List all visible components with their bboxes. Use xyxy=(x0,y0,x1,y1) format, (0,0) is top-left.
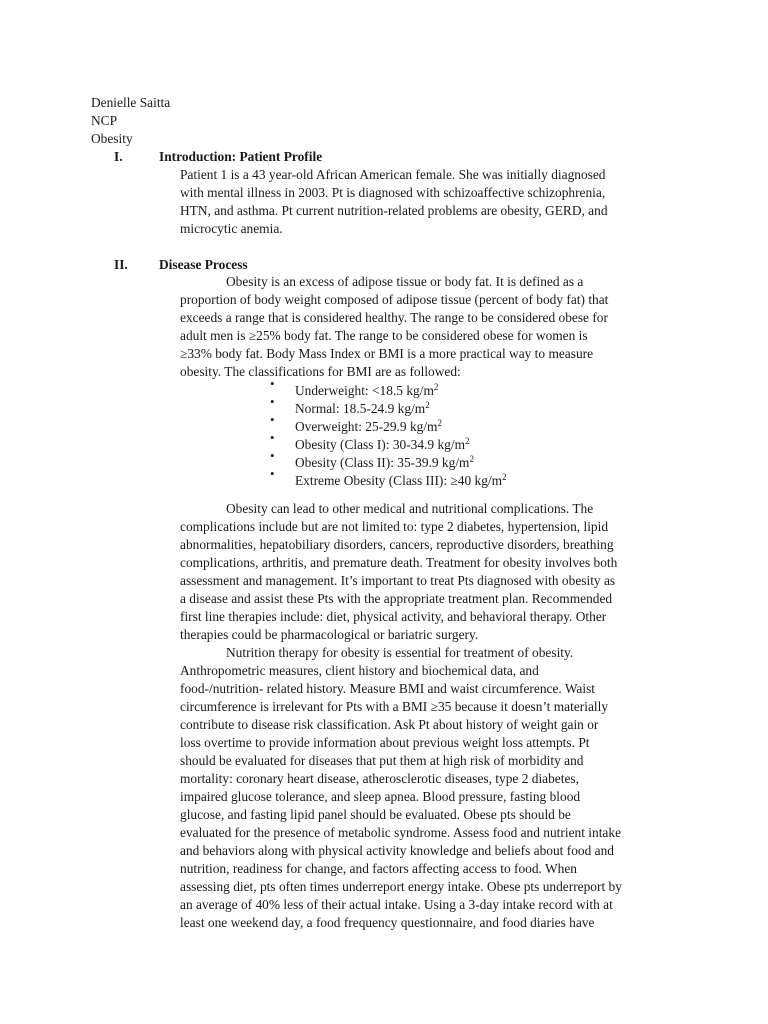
bmi-unit: kg/m xyxy=(409,419,438,434)
text-line: glucose, and fasting lipid panel should be evaluated. Obese pts should be xyxy=(180,807,571,822)
bmi-unit-exponent: 2 xyxy=(502,472,507,482)
section-1-title: Introduction: Patient Profile xyxy=(159,149,323,164)
bmi-unit-exponent: 2 xyxy=(425,400,430,410)
text-line: loss overtime to provide information about previous weight loss attempts. Pt xyxy=(180,735,590,750)
author-name: Denielle Saitta xyxy=(91,95,171,110)
text-line: Patient 1 is a 43 year-old African American female. She was initially diagnosed xyxy=(180,167,606,182)
paragraph-1 xyxy=(180,273,650,381)
bmi-class-label: Normal: 18.5-24.9 xyxy=(295,401,395,416)
bmi-unit-exponent: 2 xyxy=(433,382,439,392)
bmi-unit: kg/m xyxy=(437,437,465,452)
text-line: evaluated for the presence of metabolic syndrome. Assess food and nutrient intake xyxy=(180,825,622,840)
paragraph-3 xyxy=(180,644,650,932)
bullet-icon: • xyxy=(270,412,275,427)
course-code: NCP xyxy=(91,113,118,128)
text-line: circumference is irrelevant for Pts with a BMI ≥35 because it doesn’t materially xyxy=(180,699,609,714)
bmi-unit-exponent: 2 xyxy=(469,454,474,464)
text-line: HTN, and asthma. Pt current nutrition-related problems are obesity, GERD, and xyxy=(180,203,608,218)
section-1-body xyxy=(180,166,650,238)
text-line: ≥33% body fat. Body Mass Index or BMI is a more practical way to measure xyxy=(180,346,594,361)
bullet-icon: • xyxy=(270,448,275,463)
text-line: microcytic anemia. xyxy=(180,221,283,236)
text-line: Nutrition therapy for obesity is essential for treatment of obesity. xyxy=(226,645,574,660)
bullet-icon: • xyxy=(270,466,275,481)
bmi-unit-exponent: 2 xyxy=(465,436,470,446)
text-line: a disease and assist these Pts with the appropriate treatment plan. Recommended xyxy=(180,591,613,606)
text-line: food-/nutrition- related history. Measure BMI and waist circumference. Waist xyxy=(180,681,596,696)
bmi-unit: kg/m xyxy=(397,401,426,416)
bmi-class-label: Extreme Obesity (Class III): ≥40 xyxy=(295,473,472,488)
text-line: should be evaluated for diseases that put them at high risk of morbidity and xyxy=(180,753,584,768)
text-line: nutrition, readiness for change, and factors affecting access to food. When xyxy=(180,861,577,876)
bmi-class-label: Obesity (Class II): 35-39.9 xyxy=(295,455,439,470)
bullet-icon: • xyxy=(270,376,275,391)
text-line: first line therapies include: diet, physical activity, and behavioral therapy. Other xyxy=(180,609,607,624)
section-2-number: II. xyxy=(114,257,128,272)
text-line: proportion of body weight composed of adipose tissue (percent of body fat) that xyxy=(180,292,609,307)
text-line: abnormalities, hepatobiliary disorders, cancers, reproductive disorders, breathing xyxy=(180,537,614,552)
document-topic: Obesity xyxy=(91,131,133,146)
document-header xyxy=(91,94,170,148)
text-line: assessment and management. It’s important to treat Pts diagnosed with obesity as xyxy=(180,573,616,588)
bullet-icon: • xyxy=(270,430,275,445)
text-line: Obesity is an excess of adipose tissue or body fat. It is defined as a xyxy=(226,274,584,289)
bmi-class-label: Underweight: <18.5 xyxy=(295,383,403,398)
text-line: exceeds a range that is considered healthy. The range to be considered obese for xyxy=(180,310,608,325)
text-line: complications, arthritis, and premature death. Treatment for obesity involves both xyxy=(180,555,618,570)
bmi-unit: kg/m xyxy=(474,473,503,488)
text-line: with mental illness in 2003. Pt is diagnosed with schizoaffective schizophrenia, xyxy=(180,185,606,200)
section-1-number: I. xyxy=(114,149,123,164)
text-line: assessing diet, pts often times underreport energy intake. Obese pts underreport by xyxy=(180,879,622,894)
bmi-class-label: Overweight: 25-29.9 xyxy=(295,419,407,434)
bmi-unit: kg/m xyxy=(406,383,434,398)
text-line: and behaviors along with physical activity knowledge and beliefs about food and xyxy=(180,843,614,858)
text-line: adult men is ≥25% body fat. The range to be considered obese for women is xyxy=(180,328,588,343)
text-line: complications include but are not limited to: type 2 diabetes, hypertension, lipid xyxy=(180,519,609,534)
bmi-unit-exponent: 2 xyxy=(437,418,442,428)
text-line: contribute to disease risk classification. Ask Pt about history of weight gain or xyxy=(180,717,599,732)
text-line: least one weekend day, a food frequency questionnaire, and food diaries have xyxy=(180,915,595,930)
bullet-icon: • xyxy=(270,394,275,409)
paragraph-2 xyxy=(180,500,650,644)
bmi-class-label: Obesity (Class I): 30-34.9 xyxy=(295,437,435,452)
text-line: obesity. The classifications for BMI are as followed: xyxy=(180,364,461,379)
text-line: mortality: coronary heart disease, atherosclerotic diseases, type 2 diabetes, xyxy=(180,771,579,786)
bmi-unit: kg/m xyxy=(441,455,470,470)
text-line: an average of 40% less of their actual intake. Using a 3-day intake record with at xyxy=(180,897,613,912)
text-line: therapies could be pharmacological or bariatric surgery. xyxy=(180,627,479,642)
text-line: impaired glucose tolerance, and sleep apnea. Blood pressure, fasting blood xyxy=(180,789,581,804)
text-line: Anthropometric measures, client history and biochemical data, and xyxy=(180,663,539,678)
section-2-title: Disease Process xyxy=(159,257,248,272)
text-line: Obesity can lead to other medical and nutritional complications. The xyxy=(226,501,594,516)
